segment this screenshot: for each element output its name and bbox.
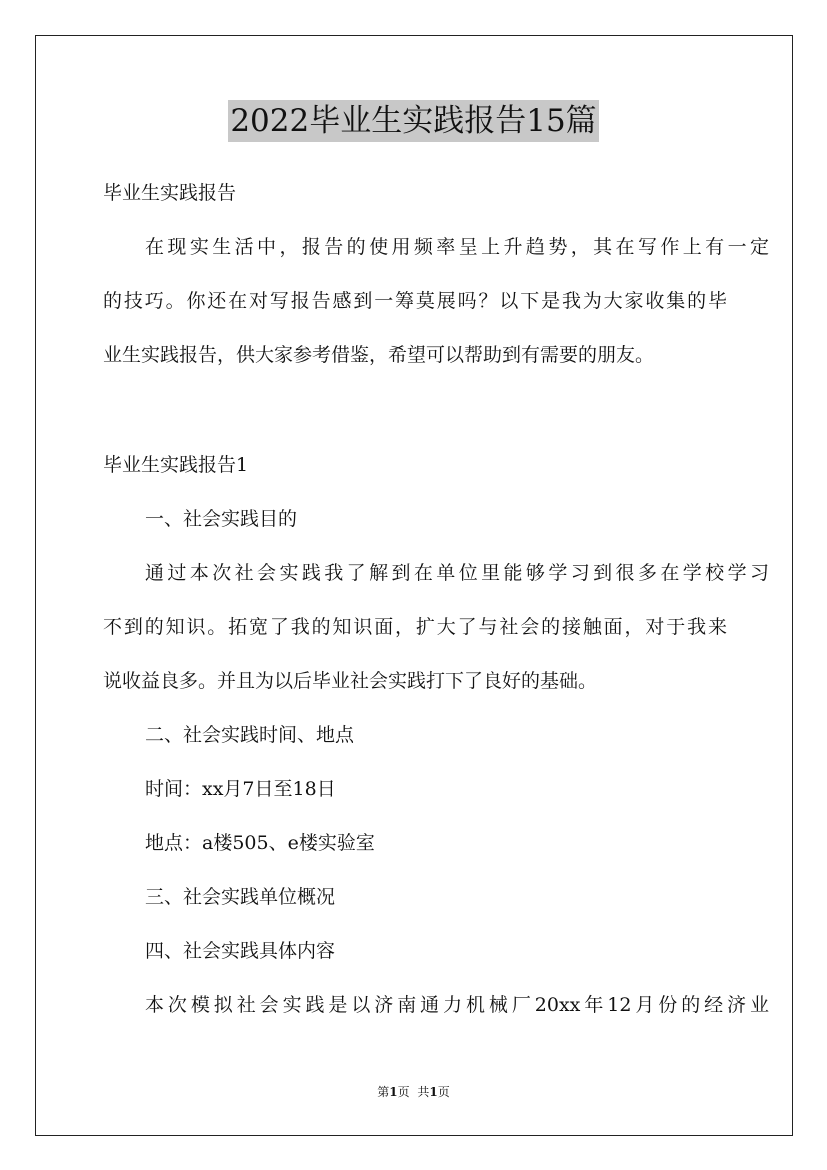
footer-total-prefix: 共 bbox=[417, 1085, 430, 1099]
part1-body-line-1: 通过本次社会实践我了解到在单位里能够学习到很多在学校学习 bbox=[145, 562, 769, 584]
part4-body-line-1: 本次模拟社会实践是以济南通力机械厂20xx年12月份的经济业 bbox=[145, 994, 769, 1016]
part1-body-line-2: 不到的知识。拓宽了我的知识面，扩大了与社会的接触面，对于我来 bbox=[103, 616, 727, 638]
part4-heading: 四、社会实践具体内容 bbox=[145, 940, 336, 962]
section-title: 毕业生实践报告1 bbox=[103, 454, 249, 476]
part3-heading: 三、社会实践单位概况 bbox=[145, 886, 336, 908]
intro-line-3: 业生实践报告，供大家参考借鉴，希望可以帮助到有需要的朋友。 bbox=[103, 344, 655, 366]
place-line: 地点：a楼505、e楼实验室 bbox=[145, 832, 375, 854]
time-line: 时间：xx月7日至18日 bbox=[145, 778, 336, 800]
footer-current-page: 1 bbox=[389, 1085, 398, 1099]
document-title: 2022毕业生实践报告15篇 bbox=[228, 100, 598, 142]
part1-body-line-3: 说收益良多。并且为以后毕业社会实践打下了良好的基础。 bbox=[103, 670, 598, 692]
part2-heading: 二、社会实践时间、地点 bbox=[145, 724, 355, 746]
footer-prefix: 第 bbox=[377, 1085, 390, 1099]
footer-total-pages: 1 bbox=[429, 1085, 438, 1099]
footer-total-label: 页 bbox=[437, 1085, 450, 1099]
main-heading: 毕业生实践报告 bbox=[103, 182, 237, 204]
part1-heading: 一、社会实践目的 bbox=[145, 508, 298, 530]
intro-line-1: 在现实生活中，报告的使用频率呈上升趋势，其在写作上有一定 bbox=[145, 236, 769, 258]
footer-page-label: 页 bbox=[397, 1085, 410, 1099]
page-footer bbox=[0, 1083, 827, 1101]
title-container bbox=[0, 100, 827, 142]
intro-line-2: 的技巧。你还在对写报告感到一筹莫展吗？以下是我为大家收集的毕 bbox=[103, 290, 727, 312]
